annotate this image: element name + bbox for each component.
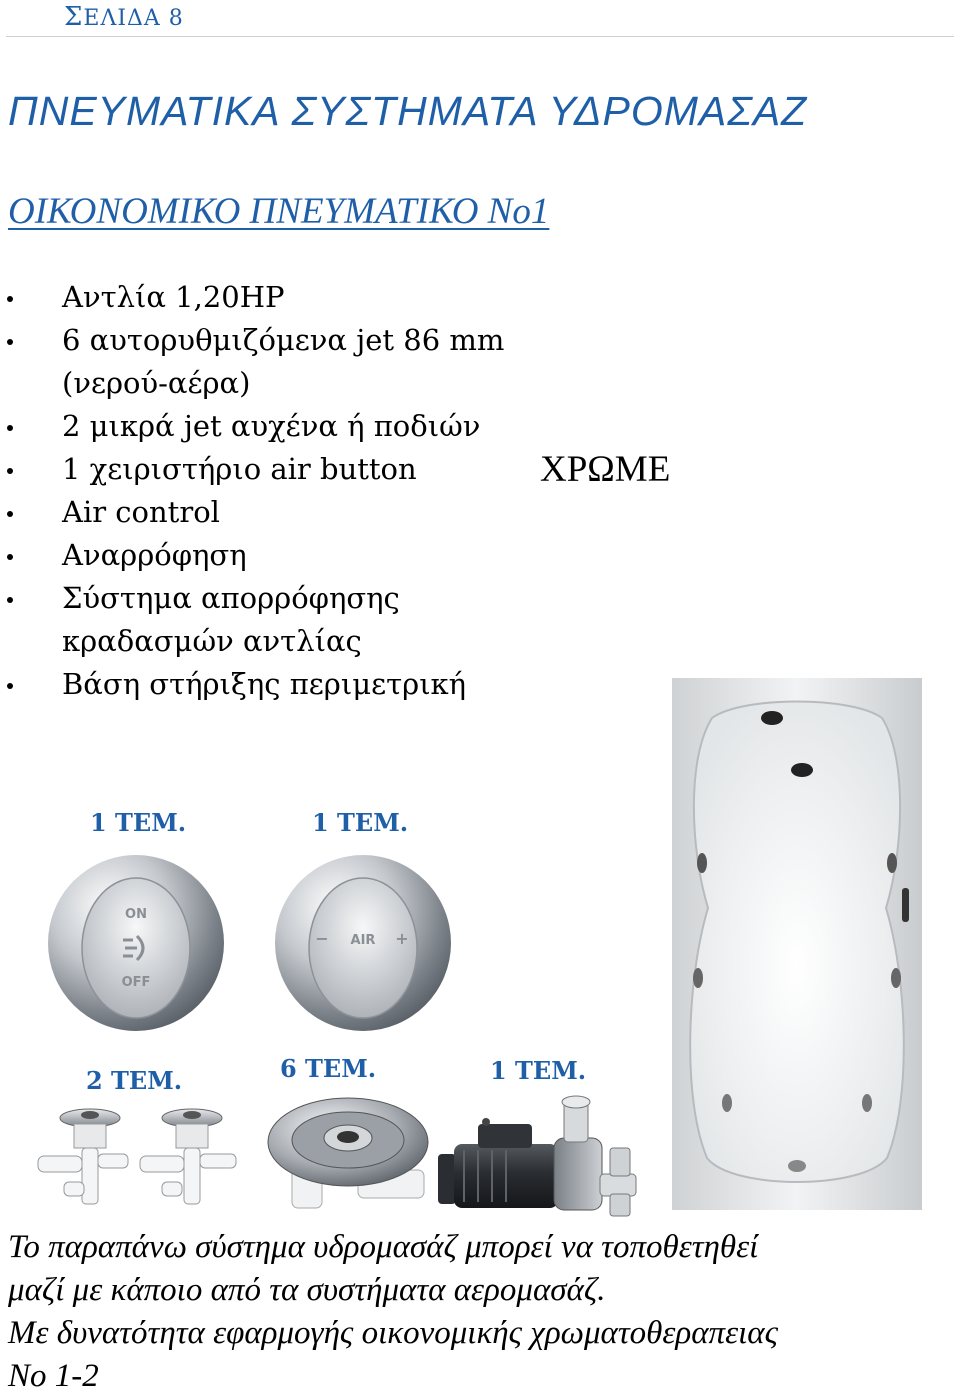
page-header: [64, 2, 184, 32]
feature-item: Air control: [0, 491, 530, 534]
pump-image: [434, 1088, 646, 1220]
note-line: Νο 1-2: [8, 1358, 99, 1394]
air-button-on-text: ON: [125, 907, 147, 922]
sub-title: ΟΙΚΟΝΟΜΙΚΟ ΠΝΕΥΜΑΤΙΚΟ Νο1: [8, 191, 550, 232]
header-rule: [6, 36, 954, 37]
air-control-image: [272, 852, 454, 1034]
note-text: [8, 1226, 958, 1398]
bathtub-image: [672, 678, 922, 1210]
qty-air-control: 1 ΤΕΜ.: [312, 808, 409, 837]
feature-list: [0, 276, 530, 706]
page-header-first-letter: Σ: [64, 2, 84, 32]
feature-item: 6 αυτορυθμιζόμενα jet 86 mm (νερού-αέρα): [0, 319, 530, 405]
main-title: ΠΝΕΥΜΑΤΙΚΑ ΣΥΣΤΗΜΑΤΑ ΥΔΡΟΜΑΣΑΖ: [8, 88, 808, 134]
note-line: μαζί με κάποιο από τα συστήματα αερομασάζ.: [8, 1272, 606, 1308]
qty-jets: 6 ΤΕΜ.: [280, 1054, 377, 1083]
air-control-plus-text: +: [395, 929, 409, 948]
page-header-rest: ΕΛΙΔΑ 8: [83, 6, 184, 31]
neck-jet-left: [38, 1109, 128, 1204]
jet-image: [262, 1090, 432, 1218]
qty-neck-jets: 2 ΤΕΜ.: [86, 1066, 183, 1095]
note-line: Με δυνατότητα εφαρμογής οικονομικής χρωματοθεραπειας: [8, 1315, 778, 1351]
feature-item: 2 μικρά jet αυχένα ή ποδιών: [0, 405, 530, 448]
qty-pump: 1 ΤΕΜ.: [490, 1056, 587, 1085]
neck-jet-right: [140, 1109, 236, 1204]
air-button-image: [45, 852, 227, 1034]
feature-item: Αντλία 1,20HP: [0, 276, 530, 319]
chrome-label: ΧΡΩΜΕ: [540, 449, 671, 490]
air-button-off-text: OFF: [121, 975, 151, 990]
feature-item: Σύστημα απορρόφησης κραδασμών αντλίας: [0, 577, 530, 663]
air-control-minus-text: −: [315, 929, 329, 948]
neck-jets-image: [30, 1098, 245, 1218]
feature-item: 1 χειριστήριο air button: [0, 448, 530, 491]
air-control-air-text: AIR: [350, 933, 376, 948]
feature-item: Βάση στήριξης περιμετρική: [0, 663, 530, 706]
qty-air-button: 1 ΤΕΜ.: [90, 808, 187, 837]
feature-item: Αναρρόφηση: [0, 534, 530, 577]
note-line: Το παραπάνω σύστημα υδρομασάζ μπορεί να τοποθετηθεί: [8, 1229, 759, 1265]
